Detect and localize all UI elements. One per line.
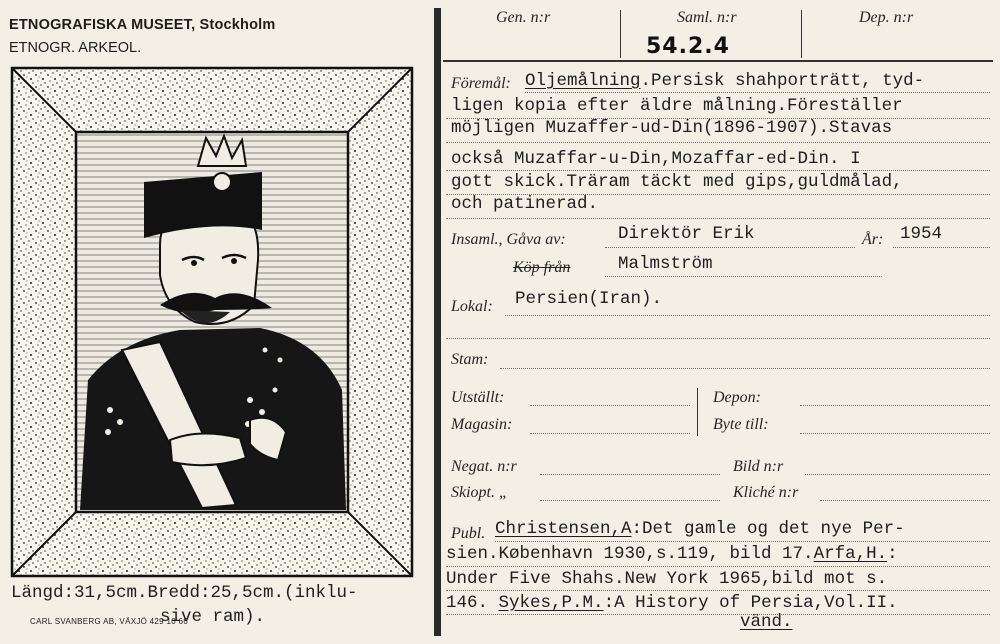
utstallt-label: Utställt:	[451, 389, 505, 406]
museum-name: ETNOGRAFISKA MUSEET, Stockholm	[9, 17, 276, 33]
foremal-line-2: ligen kopia efter äldre målning.Föreställer	[451, 96, 903, 116]
turn-over-note: vänd.	[740, 612, 793, 632]
saml-nr-label: Saml. n:r	[677, 9, 737, 26]
lokal-value: Persien(Iran).	[515, 289, 663, 309]
publ-line-4: 146. Sykes,P.M.:A History of Persia,Vol.II.	[446, 593, 898, 613]
author-sykes: Sykes,P.M.	[498, 593, 604, 613]
publ-line-3: Under Five Shahs.New York 1965,bild mot s.	[446, 569, 888, 589]
foremal-line-1: Oljemålning.Persisk shahporträtt, tyd-	[525, 71, 925, 91]
publ-line-2: sien.København 1930,s.119, bild 17.Arfa,H.:	[446, 544, 898, 564]
kop-fran-label: Köp från	[513, 259, 571, 276]
depon-label: Depon:	[713, 389, 761, 406]
gen-nr-label: Gen. n:r	[496, 9, 551, 26]
dimensions-line-2: sive ram).	[160, 607, 266, 627]
foremal-label: Föremål:	[451, 75, 511, 92]
row-rule	[443, 60, 993, 62]
lokal-label: Lokal:	[451, 298, 493, 315]
foremal-line-4: också Muzaffar-u-Din,Mozaffar-ed-Din. I	[451, 149, 861, 169]
year-value: 1954	[900, 224, 943, 244]
portrait-drawing	[10, 60, 420, 582]
author-christensen: Christensen,A	[495, 519, 632, 539]
foremal-line-3: möjligen Muzaffer-ud-Din(1896-1907).Stavas	[451, 118, 893, 138]
stam-label: Stam:	[451, 351, 489, 368]
foremal-line-5: gott skick.Träram täckt med gips,guldmålad,	[451, 172, 903, 192]
bild-label: Bild n:r	[733, 458, 784, 475]
magasin-label: Magasin:	[451, 416, 513, 433]
byte-till-label: Byte till:	[713, 416, 769, 433]
dimensions-line-1: Längd:31,5cm.Bredd:25,5cm.(inklu-	[11, 583, 358, 603]
publ-line-1: Christensen,A:Det gamle og det nye Per-	[495, 519, 905, 539]
column-rule	[697, 388, 698, 436]
author-arfa: Arfa,H.	[813, 544, 888, 564]
year-label: År:	[862, 231, 884, 248]
insaml-label: Insaml., Gåva av:	[451, 231, 566, 248]
foremal-line-6: och patinerad.	[451, 194, 599, 214]
dep-nr-label: Dep. n:r	[859, 9, 914, 26]
column-rule	[620, 10, 621, 58]
donor-name: Direktör Erik	[618, 224, 755, 244]
kliche-label: Kliché n:r	[733, 484, 799, 501]
negat-label: Negat. n:r	[451, 458, 517, 475]
saml-nr-value: 54.2.4	[646, 34, 730, 59]
object-type: Oljemålning	[525, 71, 641, 91]
column-rule	[801, 10, 802, 58]
skiopt-label: Skiopt. „	[451, 484, 508, 501]
card-divider	[434, 8, 441, 636]
department-name: ETNOGR. ARKEOL.	[9, 40, 142, 56]
printer-imprint: CARL SVANBERG AB, VÄXJÖ 429 10 66	[30, 617, 188, 626]
publ-label: Publ.	[451, 525, 486, 542]
donor-surname: Malmström	[618, 254, 713, 274]
